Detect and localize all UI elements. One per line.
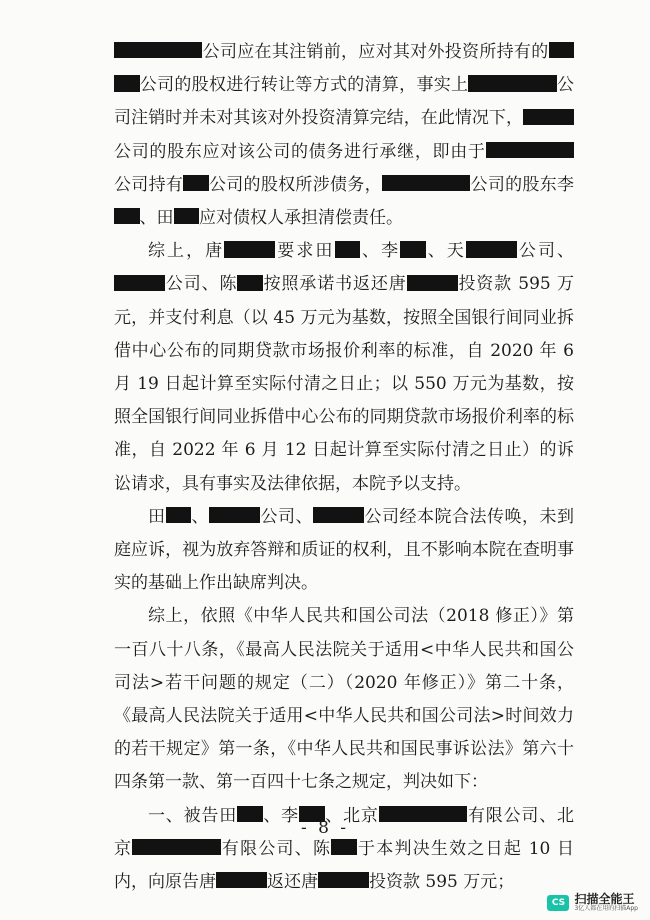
page-number: - 8 - xyxy=(300,818,350,838)
redaction-block xyxy=(486,142,574,158)
redaction-block xyxy=(174,208,200,224)
paragraph-p4 xyxy=(114,600,574,799)
text-segment: 返还唐 xyxy=(267,872,318,893)
scanner-logo-icon: CS xyxy=(547,895,569,911)
text-segment: 公司的股东李 xyxy=(470,174,575,195)
redaction-block xyxy=(407,275,458,291)
text-segment: 、李 xyxy=(262,805,299,826)
text-segment: 投资款 595 万元； xyxy=(369,872,515,893)
redaction-block xyxy=(132,839,220,855)
text-segment: 有限公司、北京 xyxy=(114,805,575,859)
text-segment: 、北京 xyxy=(324,805,379,826)
redaction-block xyxy=(468,75,556,91)
text-segment: 、 xyxy=(191,506,209,527)
paragraph-p5 xyxy=(114,800,574,900)
redaction-block xyxy=(209,507,260,523)
text-segment: 公司的股权进行转让等方式的清算，事实上 xyxy=(139,75,469,96)
watermark-subtitle: 3亿人都在用的扫描App xyxy=(574,904,638,912)
text-segment: 一、被告田 xyxy=(148,805,238,826)
text-segment: 公司经本院合法传唤，未到庭应诉，视为放弃答辩和质证的权利，且不影响本院在查明事实的基础上作出缺席判决。 xyxy=(114,506,574,594)
text-segment: 按照承诺书返还唐 xyxy=(262,274,407,295)
redaction-block xyxy=(114,208,140,224)
redaction-block xyxy=(166,507,192,523)
text-segment: 、天 xyxy=(425,241,466,262)
text-segment: 于本判决生效之日起 10 日内，向原告唐 xyxy=(114,838,574,893)
text-segment: 公司、 xyxy=(260,506,313,527)
redaction-block xyxy=(224,241,275,257)
redaction-block xyxy=(114,75,140,91)
redaction-block xyxy=(549,42,575,58)
scanner-watermark xyxy=(547,893,638,912)
redaction-block xyxy=(313,507,364,523)
redaction-block xyxy=(114,42,202,58)
text-segment: 要求田 xyxy=(275,241,335,262)
text-segment: 综上，依照《中华人民共和国公司法（2018 修正）》第一百八十八条，《最高人民法院关于适用<中华人民共和国公司法>若干问题的规定（二）（2020 年修正）》第二十条，《最高人民法院关于适用<中华人民共和国公司法>时间效力的若干规定》第一条，《中华人民共和国民事诉讼法》第六十四条第一款、第一百四十七条之规定，判决如下： xyxy=(114,606,574,793)
text-segment: 公司、 xyxy=(516,241,575,262)
redaction-block xyxy=(114,275,165,291)
watermark-title: 扫描全能王 xyxy=(574,892,635,907)
redaction-block xyxy=(382,175,470,191)
text-segment: 投资款 595 万元，并支付利息（以 45 万元为基数，按照全国银行间同业拆借中心公布的同期贷款市场报价利率的标准，自 2020 年 6 月 19 日起计算至实际付清之日止；以 550 万元为基数，按照全国银行间同业拆借中心公布的同期贷款市场报价利率的标准，自 2022 年 6 月 12 日起计算至实际付清之日止）的诉讼请求，具有事实及法律依据，本院予以支持。 xyxy=(114,274,575,494)
text-segment: 公司持有 xyxy=(114,174,184,195)
paragraph-p2 xyxy=(114,235,574,501)
text-segment: 、田 xyxy=(139,208,174,229)
redaction-block xyxy=(331,839,357,855)
text-segment: 公司的股东应对该公司的债务进行承继，即由于 xyxy=(114,141,486,162)
judgment-body xyxy=(114,36,574,899)
text-segment: 公司的股权所涉债务， xyxy=(208,174,382,195)
redaction-block xyxy=(318,872,369,888)
text-segment: 公司、陈 xyxy=(165,274,238,295)
paragraph-p1 xyxy=(114,36,574,235)
redaction-block xyxy=(335,241,361,257)
redaction-block xyxy=(523,109,549,125)
redaction-block xyxy=(216,872,267,888)
redaction-block xyxy=(549,109,575,125)
redaction-block xyxy=(183,175,209,191)
text-segment: 、李 xyxy=(360,241,401,262)
redaction-block xyxy=(400,241,426,257)
text-segment: 应对债权人承担清偿责任。 xyxy=(199,208,403,229)
text-segment: 田 xyxy=(148,506,166,527)
text-segment: 公司应在其注销前，应对其对外投资所持有的 xyxy=(202,42,549,62)
paragraph-p3 xyxy=(114,501,574,601)
text-segment: 有限公司、陈 xyxy=(220,838,332,859)
text-segment: 公司注销时并未对其该对外投资清算完结，在此情况下， xyxy=(114,75,575,129)
text-segment: 综上，唐 xyxy=(148,241,225,262)
redaction-block xyxy=(466,241,517,257)
redaction-block xyxy=(237,275,263,291)
